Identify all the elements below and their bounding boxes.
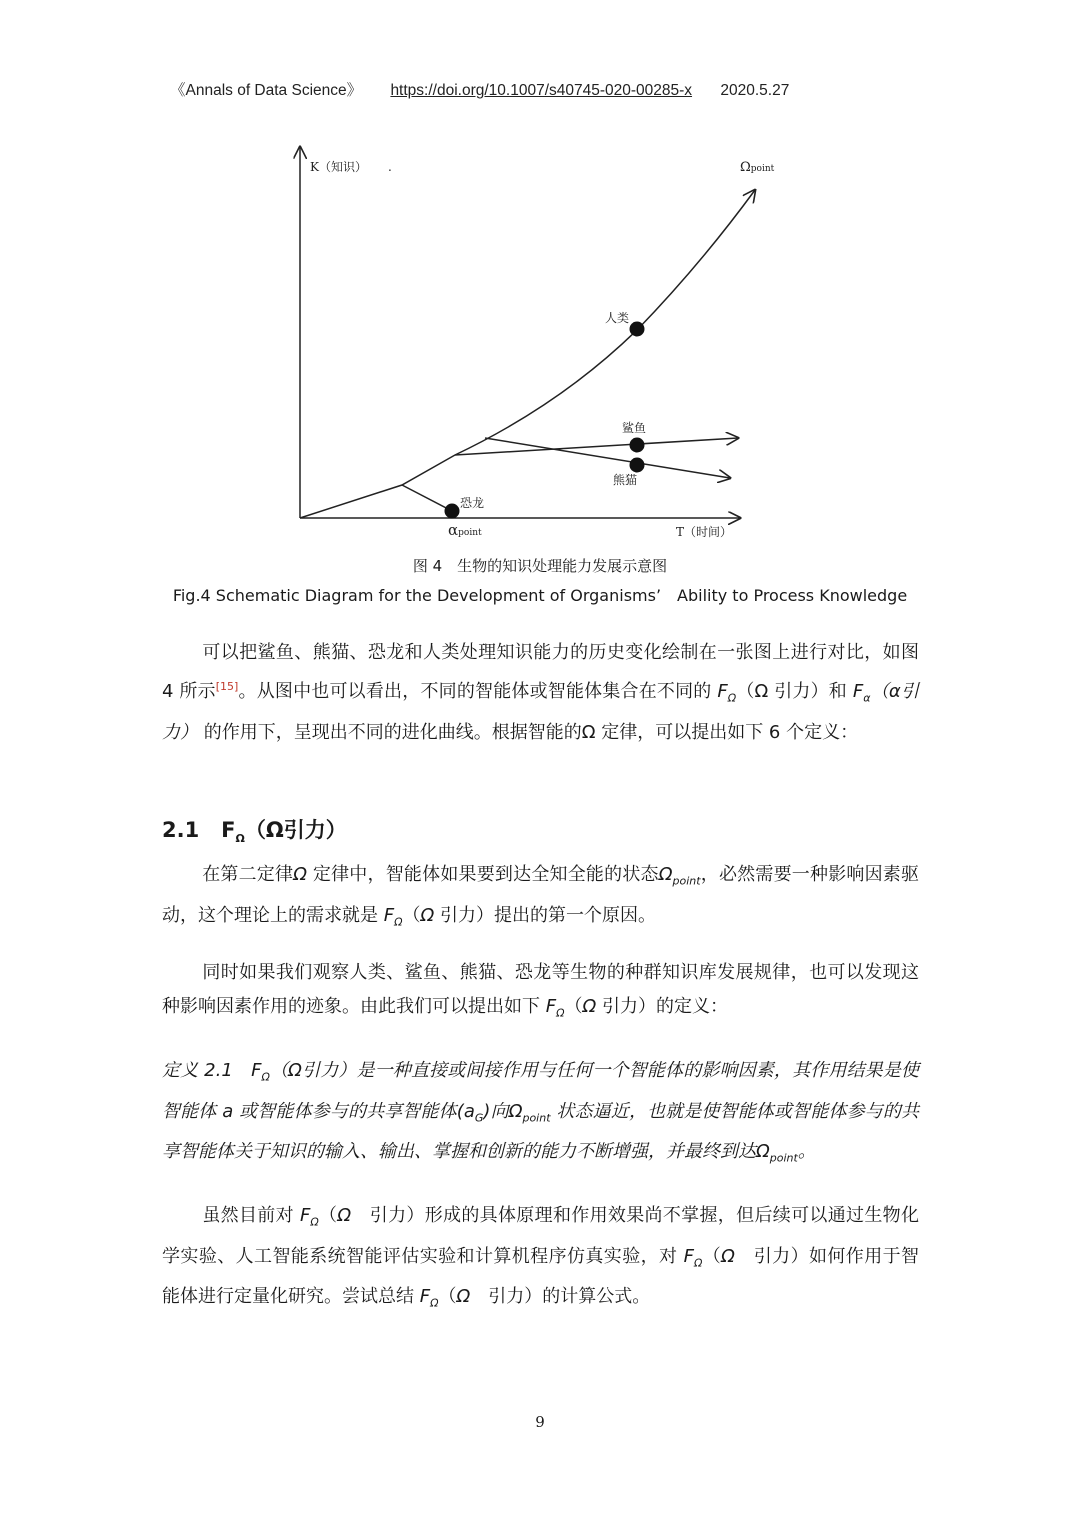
knowledge-development-diagram bbox=[280, 135, 800, 545]
stray-dot: . bbox=[388, 160, 392, 174]
human-label: 人类 bbox=[605, 311, 630, 325]
header-date: 2020.5.27 bbox=[720, 82, 790, 99]
human-curve bbox=[300, 190, 755, 518]
paragraph-3: 同时如果我们观察人类、鲨鱼、熊猫、恐龙等生物的种群知识库发展规律，也可以发现这种影响因素作用的迹象。由此我们可以提出如下 $F_\Omega(\Omega$ 引力）的定义： bbox=[162, 962, 919, 1020]
panda-point bbox=[630, 458, 645, 473]
dinosaur-label: 恐龙 bbox=[460, 496, 485, 510]
x-axis-label: T（时间） bbox=[676, 525, 733, 539]
shark-label: 鲨鱼 bbox=[622, 421, 647, 435]
dinosaur-branch bbox=[402, 485, 452, 511]
figure-caption-en: Fig.4 Schematic Diagram for the Development of Organisms’ Ability to Process Knowledge bbox=[172, 586, 908, 605]
paragraph-2: 在第二定律Ω 定律中，智能体如果要到达全知全能的状态$\Omega_{point}$，必然需要一种影响因素驱动，这个理论上的需求就是 $F_\Omega(\Omega$ 引力）提出的第一个原因。 bbox=[162, 864, 919, 929]
figure-caption-cn: 图 4 生物的知识处理能力发展示意图 bbox=[412, 557, 668, 575]
definition-2-1: 定义 2.1 $F_\Omega(\Omega$引力）是一种直接或间接作用与任何一个智能体的影响因素，其作用结果是使智能体 a 或智能体参与的共享智能体$(a_G)$向$\Omega_{point}$ 状态逼近，也就是使智能体或智能体参与的共享智能体关于知识的输入、输出、掌握和创新的能力不断增强，并最终到达$\Omega_{point}$。 bbox=[162, 1060, 919, 1165]
shark-point bbox=[630, 438, 645, 453]
page-number: 9 bbox=[535, 1413, 545, 1431]
panda-label: 熊猫 bbox=[613, 473, 638, 487]
panda-branch bbox=[485, 438, 730, 478]
human-point bbox=[630, 322, 645, 337]
y-axis-label: K（知识） bbox=[310, 160, 367, 174]
paragraph-4: 虽然目前对 $F_\Omega(\Omega$ 引力）形成的具体原理和作用效果尚不掌握，但后续可以通过生物化学实验、人工智能系统智能评估实验和计算机程序仿真实验，对 $F_\Omega(\Omega$ 引力）如何作用于智能体进行定量化研究。尝试总结 $F_\Omega(\Omega$ 引力）的计算公式。 bbox=[162, 1205, 920, 1310]
section-heading: 2.1 $F_\Omega(\Omega$引力） bbox=[162, 818, 347, 846]
omega-point-label: Ωpoint bbox=[740, 160, 775, 175]
citation-ref[interactable]: [15] bbox=[215, 680, 239, 693]
paragraph-1: 可以把鲨鱼、熊猫、恐龙和人类处理知识能力的历史变化绘制在一张图上进行对比，如图 4 所示[15]。从图中也可以看出，不同的智能体或智能体集合在不同的 $F_\Omega(\Omega$ 引力）和 $F_\alpha(\alpha$引力） 的作用下，呈现出不同的进化曲线。根据智能的Ω 定律，可以提出如下 6 个定义： bbox=[162, 642, 919, 743]
journal-name: 《Annals of Data Science》 bbox=[170, 82, 363, 99]
alpha-point-label: αpoint bbox=[448, 521, 482, 539]
running-header bbox=[170, 78, 813, 100]
doi-link[interactable]: https://doi.org/10.1007/s40745-020-00285-x bbox=[390, 82, 693, 99]
dinosaur-point bbox=[445, 504, 460, 519]
